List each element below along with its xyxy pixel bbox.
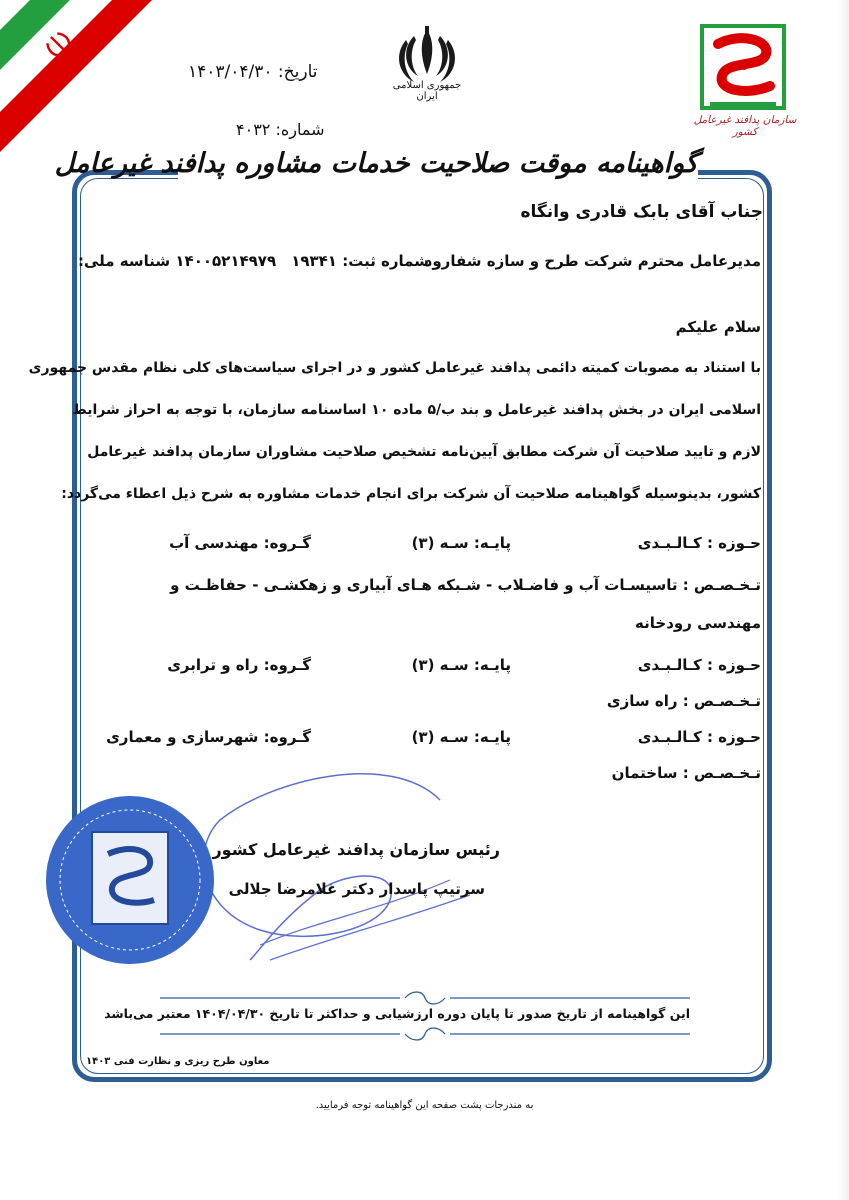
- specialty-line: تـخـصـص : تاسیسـات آب و فاضـلاب - شـبکه هـای آبیاری و زهکشـی - حفاظـت و: [170, 576, 761, 594]
- greeting: سلام علیکم: [675, 318, 761, 336]
- specialty-line: مهندسی رودخانه: [635, 614, 761, 632]
- date-label: تاریخ:: [277, 62, 318, 82]
- grade: پایـه: سـه (۳): [411, 534, 511, 552]
- company-role: مدیرعامل محترم شرکت طرح و سازه شفارود: [424, 252, 761, 270]
- official-seal: [40, 790, 220, 970]
- group: گـروه: شهرسازی و معماری: [106, 728, 311, 746]
- org-logo-caption: سازمان پدافند غیرعامل کشور: [693, 114, 797, 138]
- competency-row: [100, 728, 761, 752]
- emblem-caption: جمهوری اسلامی ایران: [392, 80, 462, 102]
- signer-name: سرتیپ پاسدار دکتر غلامرضا جلالی: [228, 880, 485, 898]
- iran-flag-corner: [0, 0, 170, 170]
- body-line: اسلامی ایران در بخش پدافند غیرعامل و بند ب/۵ ماده ۱۰ اساسنامه سازمان، با توجه به احراز شرایط: [72, 402, 761, 418]
- company-row: [78, 252, 761, 276]
- group: گـروه: راه و ترابری: [167, 656, 311, 674]
- competency-row: [100, 534, 761, 558]
- national-id: ۱۴۰۰۵۲۱۴۹۷۹ شناسه ملی:: [78, 252, 277, 270]
- number-line: [236, 120, 325, 139]
- body-line: با استناد به مصوبات کمیته دائمی پدافند غیرعامل کشور و در اجرای سیاست‌های کلی نظام مقدس جمهوری: [28, 360, 761, 376]
- competency-row: [100, 656, 761, 680]
- number-value: ۴۰۳۲: [236, 120, 271, 139]
- addressee: جناب آقای بابک قادری وانگاه: [520, 202, 763, 222]
- certificate-title: گواهینامه موقت صلاحیت خدمات مشاوره پدافند غیرعامل: [54, 148, 698, 179]
- ornament-divider: [160, 1026, 690, 1042]
- date-value: ۱۴۰۳/۰۴/۳۰: [188, 62, 273, 82]
- grade: پایـه: سـه (۳): [411, 656, 511, 674]
- number-label: شماره:: [275, 120, 325, 139]
- ornament-divider: [160, 990, 690, 1006]
- scan-edge: [838, 0, 849, 1200]
- specialty-line: تـخـصـص : ساختمان: [611, 764, 761, 782]
- domain: حـوزه : کـالـبـدی: [637, 534, 761, 552]
- bottom-note: به مندرجات پشت صفحه این گواهینامه توجه فرمایید.: [315, 1100, 534, 1111]
- body-line: لازم و تایید صلاحیت آن شرکت مطابق آیین‌نامه تشخیص صلاحیت مشاوران سازمان پدافند غیرعامل: [87, 444, 761, 460]
- body-line: کشور، بدینوسیله گواهینامه صلاحیت آن شرکت برای انجام خدمات مشاوره به شرح ذیل اعطاء می‌گردد:: [61, 486, 761, 502]
- domain: حـوزه : کـالـبـدی: [637, 656, 761, 674]
- grade: پایـه: سـه (۳): [411, 728, 511, 746]
- passive-defense-logo: [700, 24, 786, 110]
- group: گـروه: مهندسی آب: [169, 534, 311, 552]
- domain: حـوزه : کـالـبـدی: [637, 728, 761, 746]
- specialty-line: تـخـصـص : راه سازی: [606, 692, 761, 710]
- registration-number: شماره ثبت: ۱۹۳۴۱: [291, 252, 429, 270]
- signer-title: رئیس سازمان پدافند غیرعامل کشور: [212, 840, 500, 859]
- footer-deputy: معاون طرح ریزی و نظارت فنی ۱۴۰۳: [86, 1056, 270, 1067]
- validity-text: این گواهینامه از تاریخ صدور تا پایان دوره ارزشیابی و حداکثر تا تاریخ ۱۴۰۴/۰۴/۳۰ معتبر می‌باشد: [104, 1006, 690, 1021]
- date-line: [188, 62, 317, 82]
